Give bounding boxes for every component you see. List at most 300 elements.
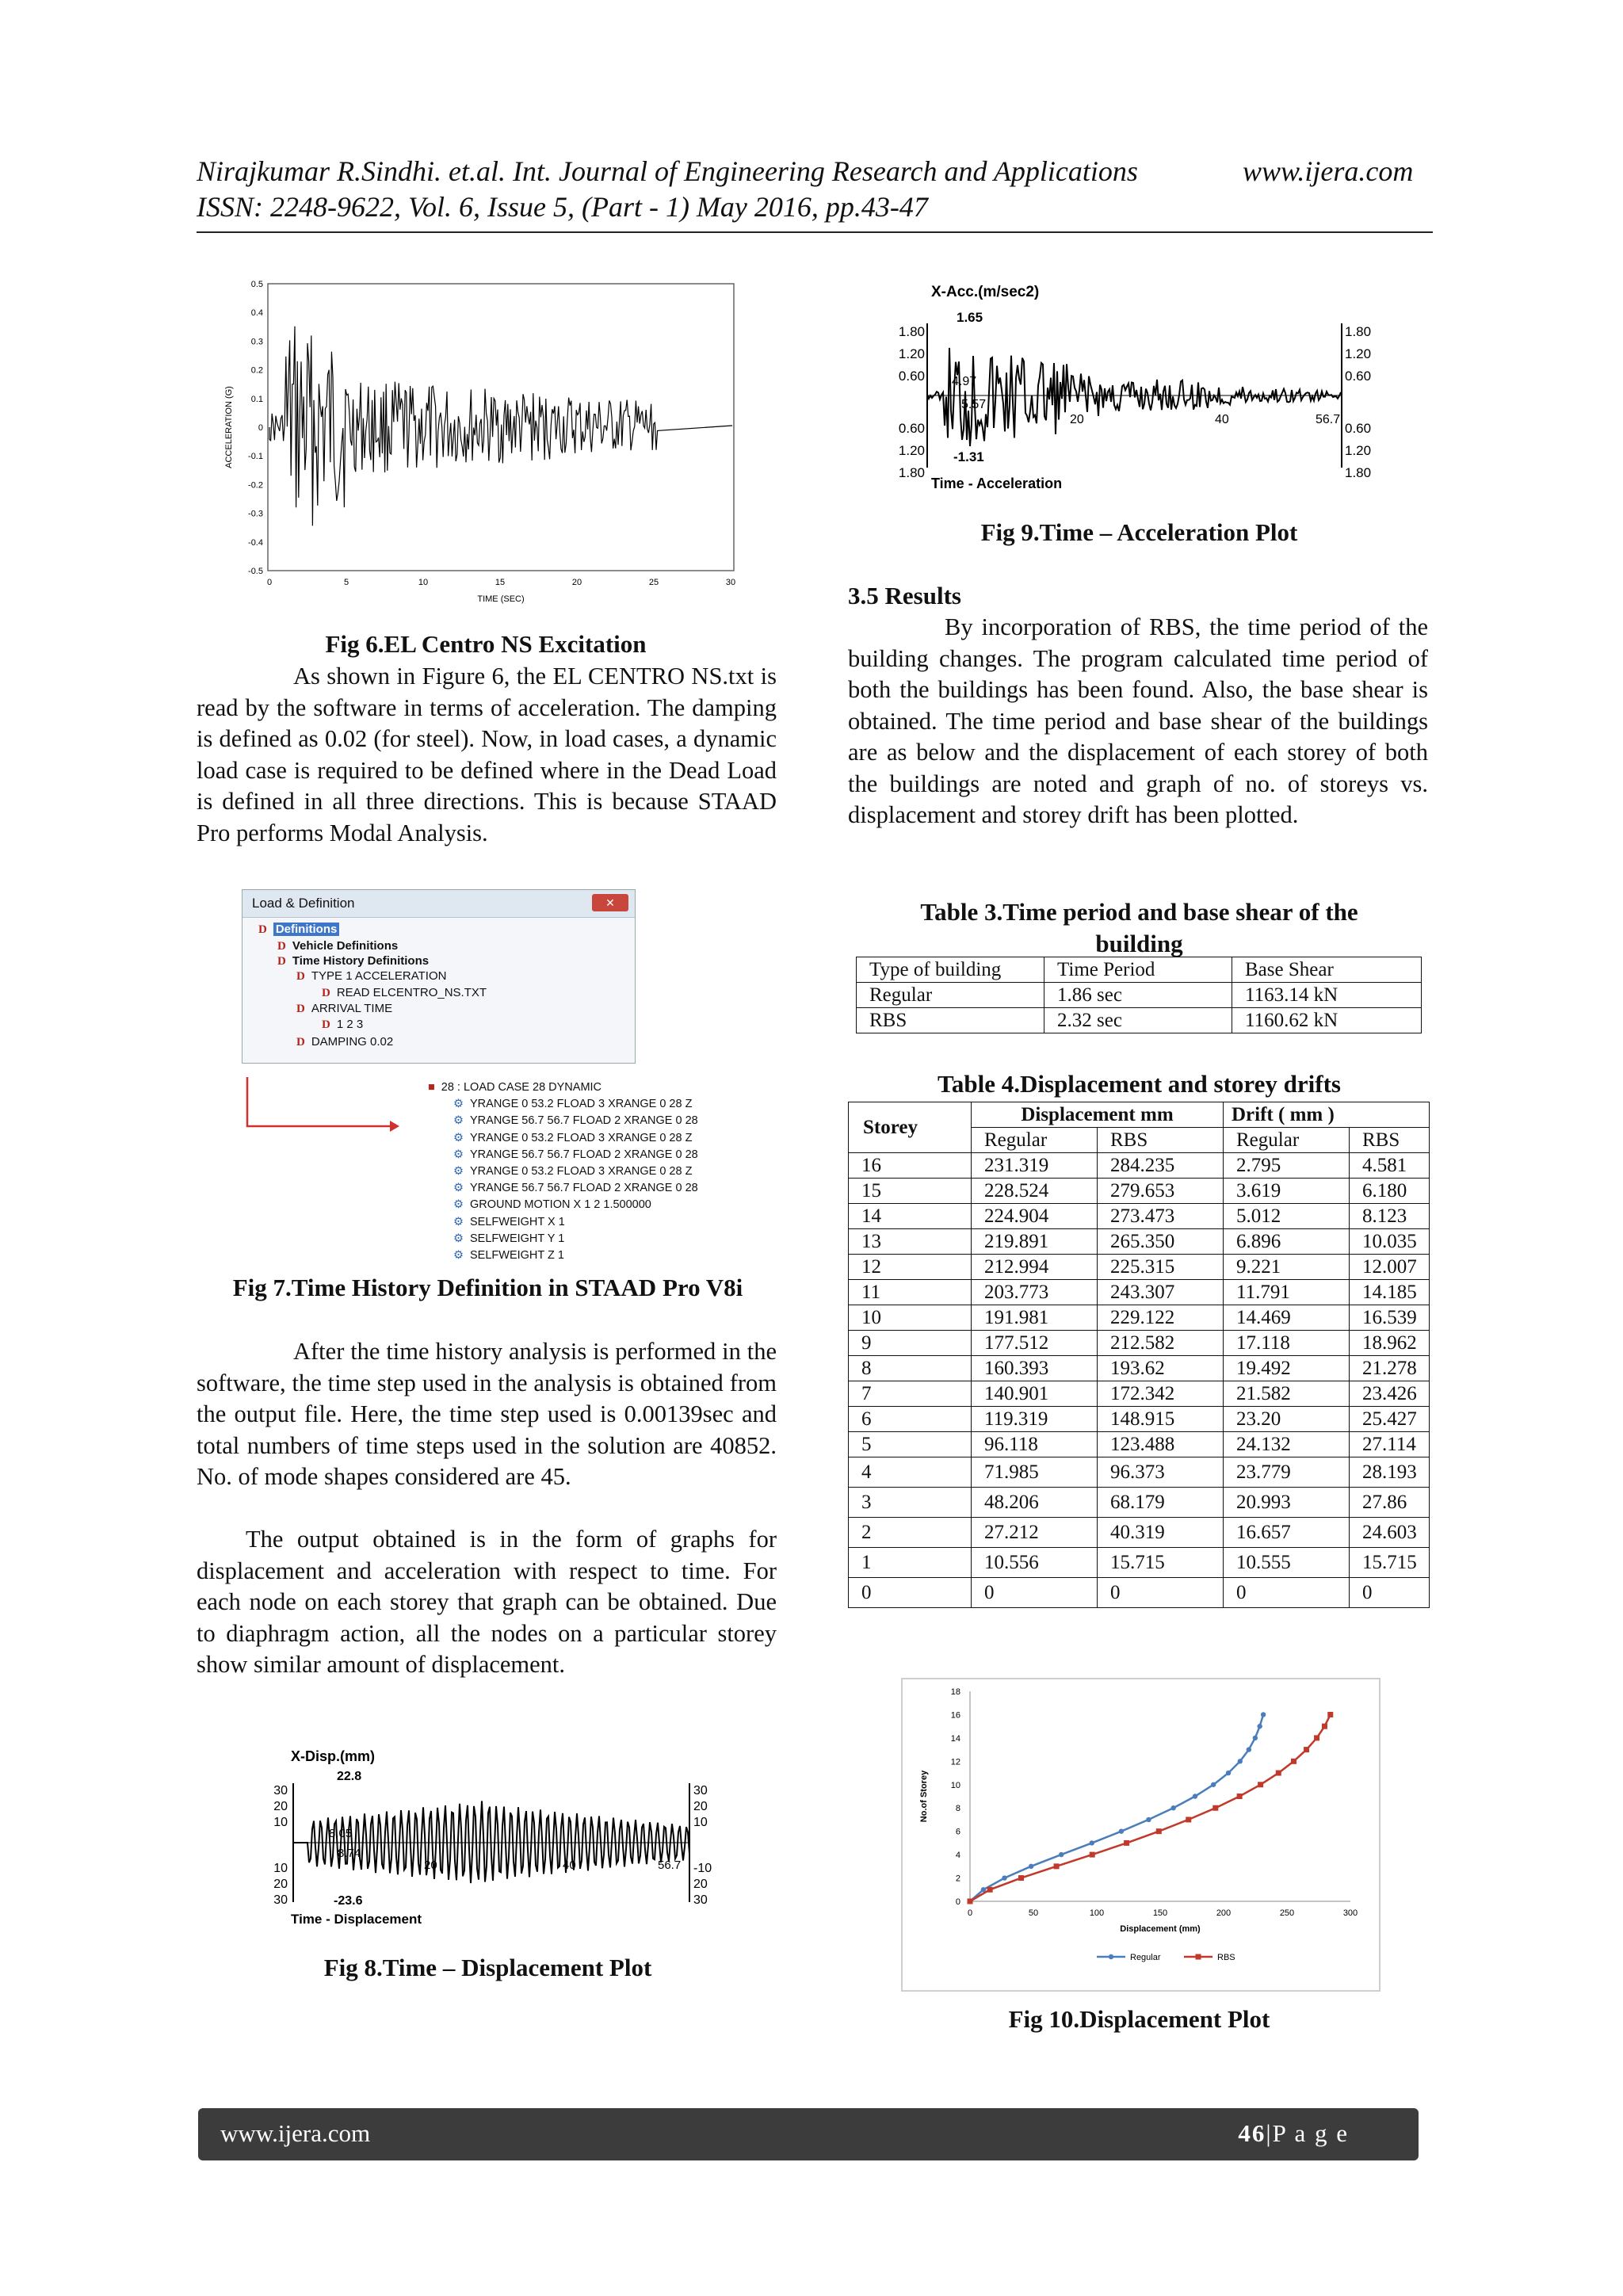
fig10-point: [968, 1899, 973, 1904]
storey-cell: 10: [849, 1305, 972, 1331]
table-row: [849, 1548, 1430, 1578]
table4-cell: 11.791: [1224, 1280, 1350, 1305]
page-number: 46: [1238, 2119, 1266, 2147]
table4-cell: 14.469: [1224, 1305, 1350, 1331]
fig9-subtitle: Time - Acceleration: [931, 476, 1063, 491]
table4-cell: 27.86: [1350, 1488, 1430, 1518]
fig9-caption: Fig 9.Time – Acceleration Plot: [980, 518, 1298, 546]
table4-cell: 193.62: [1098, 1356, 1224, 1381]
storey-cell: 14: [849, 1204, 972, 1229]
fig10-ytick: 10: [950, 1780, 960, 1790]
table3-cell: RBS: [857, 1008, 1044, 1033]
axis-tick: 1.20: [898, 346, 925, 361]
fig8-mark-4: 40: [563, 1859, 576, 1872]
fig10-xtick: 50: [1028, 1908, 1039, 1918]
fig9-y-ticks-left: [899, 324, 925, 480]
table4-cell: 10.556: [972, 1548, 1098, 1578]
load-item[interactable]: [453, 1114, 698, 1127]
axis-tick: 1.80: [898, 465, 925, 480]
fig10-legend-marker: [1196, 1954, 1201, 1960]
tree-item[interactable]: [296, 969, 446, 984]
table4-cell: 177.512: [972, 1331, 1098, 1356]
fig9-mark-5: 56.7: [1316, 413, 1341, 426]
table4-cell: 265.350: [1098, 1229, 1224, 1255]
fig10-point: [1146, 1817, 1151, 1822]
table4-cell: 243.307: [1098, 1280, 1224, 1305]
table4-cell: 3.619: [1224, 1179, 1350, 1204]
journal-issn: ISSN: 2248-9622, Vol. 6, Issue 5, (Part - 1) May 2016, pp.43-47: [197, 191, 928, 223]
fig10-ytick: 6: [955, 1827, 960, 1837]
definition-icon: D: [322, 1018, 330, 1031]
load-item-label: YRANGE 0 53.2 FLOAD 3 XRANGE 0 28 Z: [470, 1098, 693, 1111]
fig8-mark-5: 56.7: [658, 1859, 682, 1872]
fig10-point: [1258, 1782, 1263, 1787]
table3-header-cell: Time Period: [1044, 957, 1232, 983]
storey-cell: 11: [849, 1280, 972, 1305]
load-item-label: SELFWEIGHT Y 1: [470, 1232, 565, 1245]
table4-cell: 48.206: [972, 1488, 1098, 1518]
fig10-point: [1119, 1828, 1124, 1833]
table4-group-row: [849, 1102, 1430, 1128]
fig10-series-line-regular: [970, 1714, 1263, 1901]
table4-cell: 24.603: [1350, 1518, 1430, 1548]
definition-icon: D: [322, 987, 330, 999]
arrow-icon: [242, 1074, 401, 1137]
tree-item-label: READ ELCENTRO_NS.TXT: [336, 986, 487, 999]
tree-item-label: Vehicle Definitions: [292, 939, 399, 953]
axis-tick: 10: [273, 1862, 288, 1875]
axis-tick: -10: [693, 1862, 712, 1875]
table-row: [849, 1305, 1430, 1331]
storey-cell: 3: [849, 1488, 972, 1518]
fig10-point: [1170, 1805, 1175, 1810]
table4-subheader: Regular: [972, 1128, 1098, 1153]
tree-item[interactable]: [258, 923, 339, 937]
table-row: [857, 983, 1422, 1008]
axis-tick: 1.80: [1345, 324, 1372, 339]
fig10-xtick: 300: [1342, 1908, 1358, 1918]
fig10-ylabel: No.of Storey: [919, 1770, 929, 1823]
axis-tick: 0.60: [1345, 369, 1372, 384]
table4-cell: 28.193: [1350, 1457, 1430, 1488]
fig7-load-definition-window: [242, 889, 636, 1064]
load-icon: ⚙: [453, 1182, 464, 1195]
fig10-point: [1193, 1794, 1197, 1798]
close-icon[interactable]: ✕: [592, 894, 628, 911]
table4-cell: 96.373: [1098, 1457, 1224, 1488]
table4-cell: 6.896: [1224, 1229, 1350, 1255]
load-item-label: GROUND MOTION X 1 2 1.500000: [470, 1198, 651, 1212]
axis-tick: 1.20: [1345, 443, 1372, 458]
header-rule: [197, 231, 1433, 233]
fig10-point: [1211, 1782, 1216, 1787]
load-item[interactable]: [453, 1098, 692, 1110]
axis-tick: 20: [693, 1800, 708, 1813]
load-item-label: 28 : LOAD CASE 28 DYNAMIC: [441, 1081, 602, 1094]
fig6-xtick: 15: [495, 578, 506, 587]
load-item[interactable]: [453, 1249, 564, 1262]
table-row: [849, 1280, 1430, 1305]
page-word: |P a g e: [1266, 2119, 1349, 2147]
fig10-point: [1327, 1712, 1333, 1717]
definition-icon: D: [277, 955, 286, 968]
table4-subheader: Regular: [1224, 1128, 1350, 1153]
storey-cell: 4: [849, 1457, 972, 1488]
journal-header-title: Nirajkumar R.Sindhi. et.al. Int. Journal of Engineering Research and Applications: [197, 155, 1138, 187]
fig8-mark-2: 8.74: [338, 1847, 361, 1860]
load-icon: ⚙: [453, 1131, 464, 1144]
fig7-arrow: [242, 1074, 398, 1137]
fig10-point: [1276, 1771, 1281, 1776]
tree-item[interactable]: [322, 1018, 363, 1032]
fig10-xtick: 0: [967, 1908, 973, 1918]
definition-icon: D: [296, 1036, 305, 1049]
table4-cell: 0: [1350, 1578, 1430, 1608]
fig8-title: X-Disp.(mm): [291, 1748, 376, 1764]
fig10-ytick: 2: [955, 1874, 960, 1884]
table3-header-row: [857, 957, 1422, 983]
fig6-ytick: 0.1: [250, 394, 263, 404]
fig10-point: [1253, 1736, 1258, 1740]
fig9-acceleration-trace: [927, 348, 1341, 446]
table4-cell: 25.427: [1350, 1407, 1430, 1432]
tree-item[interactable]: [277, 939, 398, 953]
fig8-mark-3: 20: [424, 1859, 437, 1872]
fig10-caption: Fig 10.Displacement Plot: [1008, 2005, 1270, 2033]
fig10-ytick: 4: [955, 1851, 960, 1861]
table4-cell: 228.524: [972, 1179, 1098, 1204]
fig7-window-titlebar: [242, 890, 635, 918]
storey-cell: 2: [849, 1518, 972, 1548]
fig10-ytick: 16: [950, 1710, 960, 1721]
load-item[interactable]: [428, 1081, 601, 1094]
table4-cell: 160.393: [972, 1356, 1098, 1381]
table4-cell: 229.122: [1098, 1305, 1224, 1331]
load-icon: ⚙: [453, 1232, 464, 1245]
load-item-label: YRANGE 56.7 56.7 FLOAD 2 XRANGE 0 28: [470, 1182, 698, 1195]
tree-item-label: ARRIVAL TIME: [311, 1002, 393, 1015]
fig9-mark-4: 40: [1215, 413, 1229, 426]
table-row: [849, 1229, 1430, 1255]
fig6-ytick: 0.5: [250, 280, 263, 289]
table-row: [857, 1008, 1422, 1033]
fig10-point: [1237, 1794, 1243, 1799]
table4-subheader: RBS: [1098, 1128, 1224, 1153]
table4-cell: 224.904: [972, 1204, 1098, 1229]
table4-cell: 0: [1224, 1578, 1350, 1608]
table4-cell: 284.235: [1098, 1153, 1224, 1179]
load-icon: ⚙: [453, 1148, 464, 1161]
table-row: [849, 1457, 1430, 1488]
fig8-caption: Fig 8.Time – Displacement Plot: [323, 1954, 652, 1981]
fig10-series-line-rbs: [970, 1714, 1331, 1901]
axis-tick: 30: [693, 1893, 708, 1907]
table4-cell: 212.994: [972, 1255, 1098, 1280]
axis-tick: 0.60: [1345, 421, 1372, 436]
storey-cell: 16: [849, 1153, 972, 1179]
fig10-point: [1261, 1712, 1266, 1717]
table-row: [849, 1432, 1430, 1457]
axis-tick: 1.20: [898, 443, 925, 458]
fig10-point: [1090, 1852, 1095, 1858]
table4-cell: 231.319: [972, 1153, 1098, 1179]
page-footer: [198, 2108, 1419, 2160]
table3-time-period: [856, 957, 1422, 1033]
load-item-label: SELFWEIGHT X 1: [470, 1215, 565, 1228]
fig9-mark-2: 5.57: [961, 398, 987, 411]
load-item-label: YRANGE 56.7 56.7 FLOAD 2 XRANGE 0 28: [470, 1148, 698, 1161]
fig7-caption: Fig 7.Time History Definition in STAAD Pro V8i: [232, 1274, 743, 1301]
fig10-point: [1156, 1828, 1162, 1834]
fig8-y-ticks-right: [693, 1784, 712, 1907]
fig10-point: [1054, 1863, 1060, 1869]
table4-cell: 4.581: [1350, 1153, 1430, 1179]
table4-cell: 191.981: [972, 1305, 1098, 1331]
fig10-xtick: 250: [1279, 1908, 1295, 1918]
fig6-ytick: -0.5: [248, 567, 263, 576]
storey-cell: 9: [849, 1331, 972, 1356]
table4-cell: 21.278: [1350, 1356, 1430, 1381]
definition-icon: D: [296, 970, 305, 983]
table4-cell: 20.993: [1224, 1488, 1350, 1518]
fig6-xtick: 25: [648, 578, 659, 587]
tree-item-label: TYPE 1 ACCELERATION: [311, 969, 447, 983]
table3-header-cell: Type of building: [857, 957, 1044, 983]
fig8-max-label: 22.8: [337, 1770, 362, 1783]
table-row: [849, 1407, 1430, 1432]
fig10-point: [1124, 1840, 1129, 1846]
load-item[interactable]: [453, 1132, 692, 1144]
fig9-time-acceleration-plot: [884, 277, 1399, 499]
fig10-point: [1247, 1747, 1251, 1752]
fig10-point: [1314, 1735, 1319, 1740]
fig6-el-centro-chart: [214, 273, 753, 614]
storey-cell: 8: [849, 1356, 972, 1381]
left-paragraph-2: After the time history analysis is performed in the software, the time step used in the analysis is obtained from the output file. Here, the time step used is 0.00139sec and total numbers of time steps used in the solution are 40852. No. of mode shapes considered are 45.: [197, 1338, 777, 1490]
table-row: [849, 1204, 1430, 1229]
load-item[interactable]: [453, 1232, 564, 1245]
fig9-mark-3: 20: [1070, 413, 1084, 426]
fig6-xtick: 10: [418, 578, 429, 587]
table4-cell: 19.492: [1224, 1356, 1350, 1381]
fig6-xtick: 30: [725, 578, 736, 587]
definition-icon: D: [277, 940, 286, 953]
fig7-tree-loadcase: [412, 1078, 729, 1268]
tree-item[interactable]: [322, 986, 487, 1000]
load-item[interactable]: [453, 1148, 698, 1161]
table-row: [849, 1381, 1430, 1407]
load-icon: ⚙: [453, 1165, 464, 1178]
storey-cell: 7: [849, 1381, 972, 1407]
table4-cell: 15.715: [1350, 1548, 1430, 1578]
table3-header-cell: Base Shear: [1232, 957, 1422, 983]
table-row: [849, 1518, 1430, 1548]
fig6-x-ticks: [267, 578, 735, 587]
table4-cell: 0: [1098, 1578, 1224, 1608]
table4-cell: 140.901: [972, 1381, 1098, 1407]
fig6-ylabel: ACCELERATION (G): [224, 386, 234, 468]
table4-cell: 14.185: [1350, 1280, 1430, 1305]
load-item[interactable]: [453, 1165, 692, 1178]
fig10-xtick: 150: [1152, 1908, 1168, 1918]
table4-storey-header: Storey: [849, 1102, 972, 1153]
fig10-point: [1186, 1817, 1191, 1822]
fig10-svg: [903, 1679, 1379, 1990]
footer-website[interactable]: www.ijera.com: [220, 2119, 371, 2147]
fig10-point: [1257, 1724, 1262, 1729]
fig6-ytick: -0.1: [248, 452, 263, 462]
fig6-ytick: 0.3: [250, 337, 263, 347]
fig6-xtick: 5: [343, 578, 349, 587]
table4-drift-header: Drift ( mm ): [1224, 1102, 1430, 1128]
table-row: [849, 1488, 1430, 1518]
table4-cell: 21.582: [1224, 1381, 1350, 1407]
table-row: [849, 1331, 1430, 1356]
fig8-displacement-trace: [293, 1801, 689, 1883]
axis-tick: 1.80: [1345, 465, 1372, 480]
fig10-point: [1029, 1864, 1033, 1869]
table4-cell: 10.035: [1350, 1229, 1430, 1255]
table-row: [849, 1153, 1430, 1179]
fig9-max-label: 1.65: [957, 310, 983, 325]
table4-subheader: RBS: [1350, 1128, 1430, 1153]
load-icon: ⚙: [453, 1098, 464, 1111]
fig10-ytick: 8: [955, 1804, 960, 1814]
axis-tick: 10: [273, 1816, 288, 1829]
table4-cell: 16.539: [1350, 1305, 1430, 1331]
fig6-ytick: -0.2: [248, 480, 263, 491]
fig10-point: [987, 1887, 993, 1893]
tree-item[interactable]: [296, 1002, 392, 1016]
table4-cell: 27.114: [1350, 1432, 1430, 1457]
fig6-y-ticks: [248, 280, 263, 576]
storey-cell: 12: [849, 1255, 972, 1280]
fig6-ytick: 0.2: [250, 365, 263, 376]
section-heading: 3.5 Results: [848, 582, 961, 609]
table4-cell: 279.653: [1098, 1179, 1224, 1204]
fig10-displacement-chart: [901, 1678, 1381, 1992]
fig8-mark-1: 8.05: [329, 1827, 353, 1840]
fig6-xtick: 20: [571, 578, 582, 587]
fig9-title: X-Acc.(m/sec2): [931, 284, 1040, 300]
table-row: [849, 1578, 1430, 1608]
journal-website[interactable]: www.ijera.com: [1243, 155, 1414, 187]
axis-tick: 10: [693, 1816, 708, 1829]
axis-tick: 1.80: [898, 324, 925, 339]
load-item[interactable]: [453, 1216, 565, 1228]
table3-cell: 1160.62 kN: [1232, 1008, 1422, 1033]
load-icon: ⚙: [453, 1249, 464, 1262]
fig10-point: [1291, 1759, 1296, 1764]
fig9-min-label: -1.31: [953, 449, 984, 464]
fig7-window-title: Load & Definition: [252, 896, 355, 911]
table4-cell: 16.657: [1224, 1518, 1350, 1548]
table4-displacement-header: Displacement mm: [972, 1102, 1224, 1128]
table4-cell: 15.715: [1098, 1548, 1224, 1578]
footer-page-number: [1238, 2119, 1349, 2148]
fig8-subtitle: Time - Displacement: [291, 1912, 422, 1927]
loadcase-icon: ■: [428, 1081, 435, 1094]
left-paragraph-3: The output obtained is in the form of graphs for displacement and acceleration with respect to time. For each node on each storey that graph can be obtained. Due to diaphragm action, all the nodes on a particular storey show similar amount of displacement.: [197, 1526, 777, 1678]
axis-tick: 20: [693, 1878, 708, 1891]
load-icon: ⚙: [453, 1215, 464, 1228]
load-icon: ⚙: [453, 1198, 464, 1212]
fig6-caption: Fig 6.EL Centro NS Excitation: [325, 630, 647, 658]
fig8-time-displacement-plot: [258, 1744, 733, 1934]
definition-icon: D: [296, 1003, 305, 1015]
load-item[interactable]: [453, 1198, 651, 1211]
left-paragraph-1: As shown in Figure 6, the EL CENTRO NS.txt is read by the software in terms of acceleration. The damping is defined as 0.02 (for steel). Now, in load cases, a dynamic load case is required to be defined where in the Dead Load is defined in all three directions. This is because STAAD Pro performs Modal Analysis.: [197, 663, 777, 846]
table-row: [849, 1356, 1430, 1381]
fig10-ytick: 14: [950, 1733, 960, 1744]
fig10-point: [1002, 1875, 1006, 1880]
fig10-point: [1304, 1747, 1309, 1752]
fig10-xtick: 200: [1216, 1908, 1232, 1918]
fig10-point: [1226, 1771, 1231, 1775]
table4-cell: 119.319: [972, 1407, 1098, 1432]
table4-cell: 23.20: [1224, 1407, 1350, 1432]
load-item-label: YRANGE 0 53.2 FLOAD 3 XRANGE 0 28 Z: [470, 1165, 693, 1178]
storey-cell: 0: [849, 1578, 972, 1608]
axis-tick: 30: [273, 1784, 288, 1797]
table4-cell: 18.962: [1350, 1331, 1430, 1356]
table4-cell: 203.773: [972, 1280, 1098, 1305]
load-item-label: YRANGE 0 53.2 FLOAD 3 XRANGE 0 28 Z: [470, 1131, 693, 1144]
table3-cell: Regular: [857, 983, 1044, 1008]
storey-cell: 1: [849, 1548, 972, 1578]
fig10-legend-marker: [1109, 1954, 1113, 1959]
axis-tick: 30: [693, 1784, 708, 1797]
storey-cell: 15: [849, 1179, 972, 1204]
fig6-xlabel: TIME (SEC): [477, 594, 525, 604]
table4-cell: 27.212: [972, 1518, 1098, 1548]
load-item-label: SELFWEIGHT Z 1: [470, 1249, 564, 1262]
table4-cell: 2.795: [1224, 1153, 1350, 1179]
fig6-xtick: 0: [266, 578, 273, 587]
table4-cell: 172.342: [1098, 1381, 1224, 1407]
table4-cell: 10.555: [1224, 1548, 1350, 1578]
fig10-point: [1018, 1875, 1024, 1881]
load-item[interactable]: [453, 1182, 698, 1194]
axis-tick: 20: [273, 1800, 288, 1813]
fig10-legend-label: RBS: [1217, 1953, 1235, 1962]
storey-cell: 13: [849, 1229, 972, 1255]
load-item-label: YRANGE 56.7 56.7 FLOAD 2 XRANGE 0 28: [470, 1114, 698, 1128]
axis-tick: 0.60: [898, 421, 925, 436]
table4-cell: 123.488: [1098, 1432, 1224, 1457]
table4-cell: 24.132: [1224, 1432, 1350, 1457]
table4-cell: 6.180: [1350, 1179, 1430, 1204]
tree-item-label: Time History Definitions: [292, 954, 430, 968]
fig10-point: [1090, 1840, 1094, 1845]
fig10-xtick: 100: [1089, 1908, 1105, 1918]
table4-cell: 225.315: [1098, 1255, 1224, 1280]
table3-title-line1: Table 3.Time period and base shear of the: [920, 898, 1358, 926]
fig10-point: [1212, 1805, 1218, 1811]
tree-item[interactable]: [296, 1035, 393, 1049]
fig6-ytick: -0.4: [248, 537, 263, 548]
fig6-plot-frame: [268, 284, 734, 571]
axis-tick: 1.20: [1345, 346, 1372, 361]
fig8-min-label: -23.6: [334, 1894, 363, 1908]
tree-item[interactable]: [277, 954, 429, 968]
tree-item-label: 1 2 3: [336, 1018, 364, 1031]
table-row: [849, 1179, 1430, 1204]
table3-cell: 1.86 sec: [1044, 983, 1232, 1008]
fig9-mark-1: 4.97: [952, 375, 977, 388]
fig6-ytick: -0.3: [248, 509, 263, 519]
table4-cell: 212.582: [1098, 1331, 1224, 1356]
